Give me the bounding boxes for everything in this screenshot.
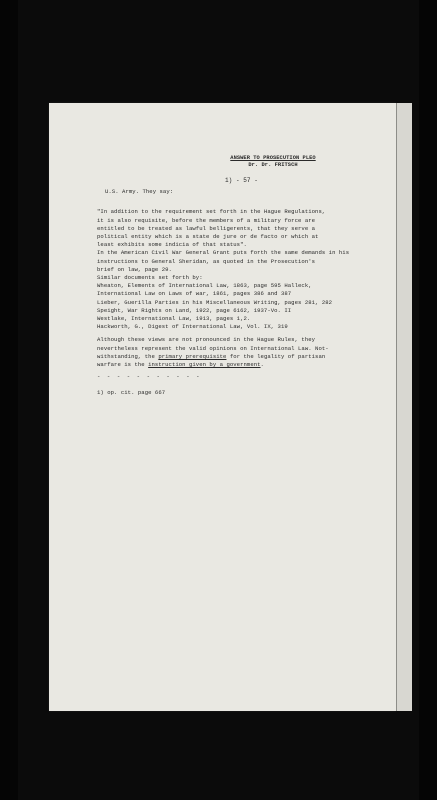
document-page	[49, 103, 396, 711]
text-line-14: Speight, War Rights on Land, 1922, page 6162, 1937-Vo. II	[97, 306, 292, 314]
text-line-11: Wheaton, Elements of International Law, 1863, page 595 Halleck,	[97, 282, 312, 290]
text-line-12: International Law on Laws of war, 1861, pages 386 and 387	[97, 290, 292, 298]
text-line-2: "In addition to the requirement set forth in the Hague Regulations,	[97, 208, 326, 216]
text-line-10: Similar documents set forth by:	[97, 274, 203, 282]
text-line-13: Lieber, Guerilla Parties in his Miscellaneous Writing, pages 281, 282	[97, 298, 333, 306]
page-edge	[396, 103, 412, 711]
header-title: ANSWER TO PROSECUTION PLEO	[230, 155, 316, 161]
page-text	[97, 155, 389, 398]
text-line-19	[97, 353, 389, 361]
text-line-16: Hackworth, G., Digest of International Law, Vol. IX, 319	[97, 323, 288, 331]
footnote: 1) op. cit. page 667	[97, 389, 166, 397]
text-line-20-end: .	[260, 361, 264, 369]
text-line-7: In the American Civil War General Grant puts forth the same demands in his	[97, 249, 350, 257]
text-line-20-start: warfare is the	[97, 361, 149, 369]
text-line-6: least exhibits some indicia of that status".	[97, 241, 247, 249]
text-line-4: entitled to be treated as lawful belligerents, that they serve a	[97, 224, 316, 232]
text-line-15: Westlake, International Law, 1913, pages 1,2.	[97, 315, 251, 323]
underlined-phrase-primary-prerequisite: primary prerequisite	[158, 352, 227, 360]
film-edge-right	[419, 0, 437, 800]
text-line-18: nevertheless represent the valid opinions on International Law. Not-	[97, 344, 329, 352]
text-line-17: Although these views are not pronounced in the Hague Rules, they	[97, 336, 316, 344]
text-line-19-start: withstanding, the	[97, 352, 159, 360]
separator-dashes: - - - - - - - - - - -	[97, 373, 202, 381]
film-edge-left	[0, 0, 18, 800]
text-line-19-end: for the legality of partisan	[226, 352, 326, 360]
text-line-9: brief on law, page 29.	[97, 265, 172, 273]
document-header	[157, 155, 389, 169]
underlined-phrase-instruction: instruction given by a government	[148, 361, 261, 369]
text-line-8: instructions to General Sheridan, as quoted in the Prosecution's	[97, 257, 316, 265]
quoted-passage	[97, 208, 389, 249]
text-line-20	[97, 361, 389, 369]
text-line-5: political entity which is a state de jure or de facto or which at	[97, 233, 319, 241]
text-line-1: U.S. Army. They say:	[105, 188, 174, 196]
page-number: 1) - 57 -	[225, 177, 258, 184]
header-author: Dr. Dr. FRITSCH	[248, 162, 298, 168]
text-line-3: it is also requisite, before the members of a military force are	[97, 216, 316, 224]
